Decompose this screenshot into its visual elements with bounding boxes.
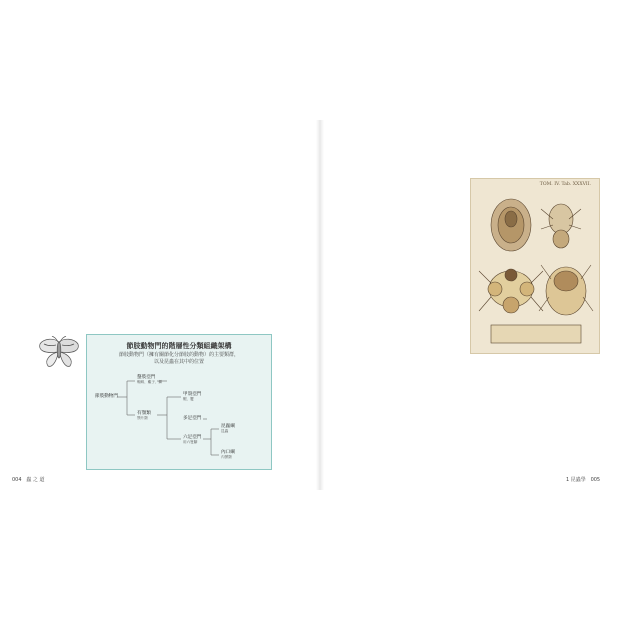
left-page-column-1: [58, 184, 154, 324]
moth-illustration: [36, 336, 82, 370]
page-number: 004: [12, 477, 22, 483]
diagram-subtitle-line: 節肢動物門（擁有關節化分節肢的動物）的主要類群，: [118, 352, 239, 358]
spider-drawings: [471, 179, 599, 353]
book-gutter: [316, 120, 324, 490]
diagram-node-insecta: [221, 424, 235, 435]
right-folio: [566, 476, 600, 483]
node-label: 甲殼亞門: [183, 392, 202, 397]
node-label: 昆蟲綱: [221, 424, 235, 429]
diagram-title: 節肢動物門的階層性分類組織架構: [126, 342, 232, 350]
page-number: 005: [590, 477, 601, 483]
node-label: 多足亞門: [183, 416, 202, 421]
diagram-node-myriapoda: [183, 416, 201, 421]
diagram-connectors: [87, 335, 271, 469]
node-sublabel: 蝦、蟹: [183, 397, 194, 402]
diagram-node-chelicerata: [137, 375, 162, 386]
right-page-column-2: [474, 392, 598, 482]
diagram-node-crustacea-upper: [183, 392, 201, 403]
diagram-node-mandibulata: [137, 411, 151, 422]
classification-diagram: [86, 334, 272, 470]
node-sublabel: 用六隻腳: [183, 440, 198, 445]
plate-heading: TOM. IV. Tab. XXXVII.: [539, 182, 591, 187]
node-label: 螯肢亞門: [137, 375, 156, 380]
diagram-subtitle-line: 以及昆蟲在其中的位置: [153, 359, 204, 365]
node-sublabel: 昆蟲: [221, 429, 229, 434]
left-folio: [12, 476, 45, 483]
node-label: 內口綱: [221, 450, 235, 455]
node-label: 節肢動物門: [95, 394, 118, 399]
left-page-column-2: [180, 170, 276, 320]
spider-plate-illustration: [470, 178, 600, 354]
right-page-column-1: [352, 184, 458, 364]
running-title: 蟲 之 道: [26, 477, 45, 483]
diagram-node-hexapoda: [183, 435, 201, 446]
node-label: 有顎類: [137, 411, 151, 416]
node-sublabel: 顎片類: [137, 416, 148, 421]
node-label: 六足亞門: [183, 435, 202, 440]
node-sublabel: 蜘蛛、蠍子、鱟: [137, 380, 163, 385]
diagram-node-entognatha: [221, 450, 235, 461]
diagram-node-root: [95, 394, 118, 399]
node-sublabel: 內顎類: [221, 455, 232, 460]
running-title: 1 昆蟲學: [566, 477, 586, 483]
